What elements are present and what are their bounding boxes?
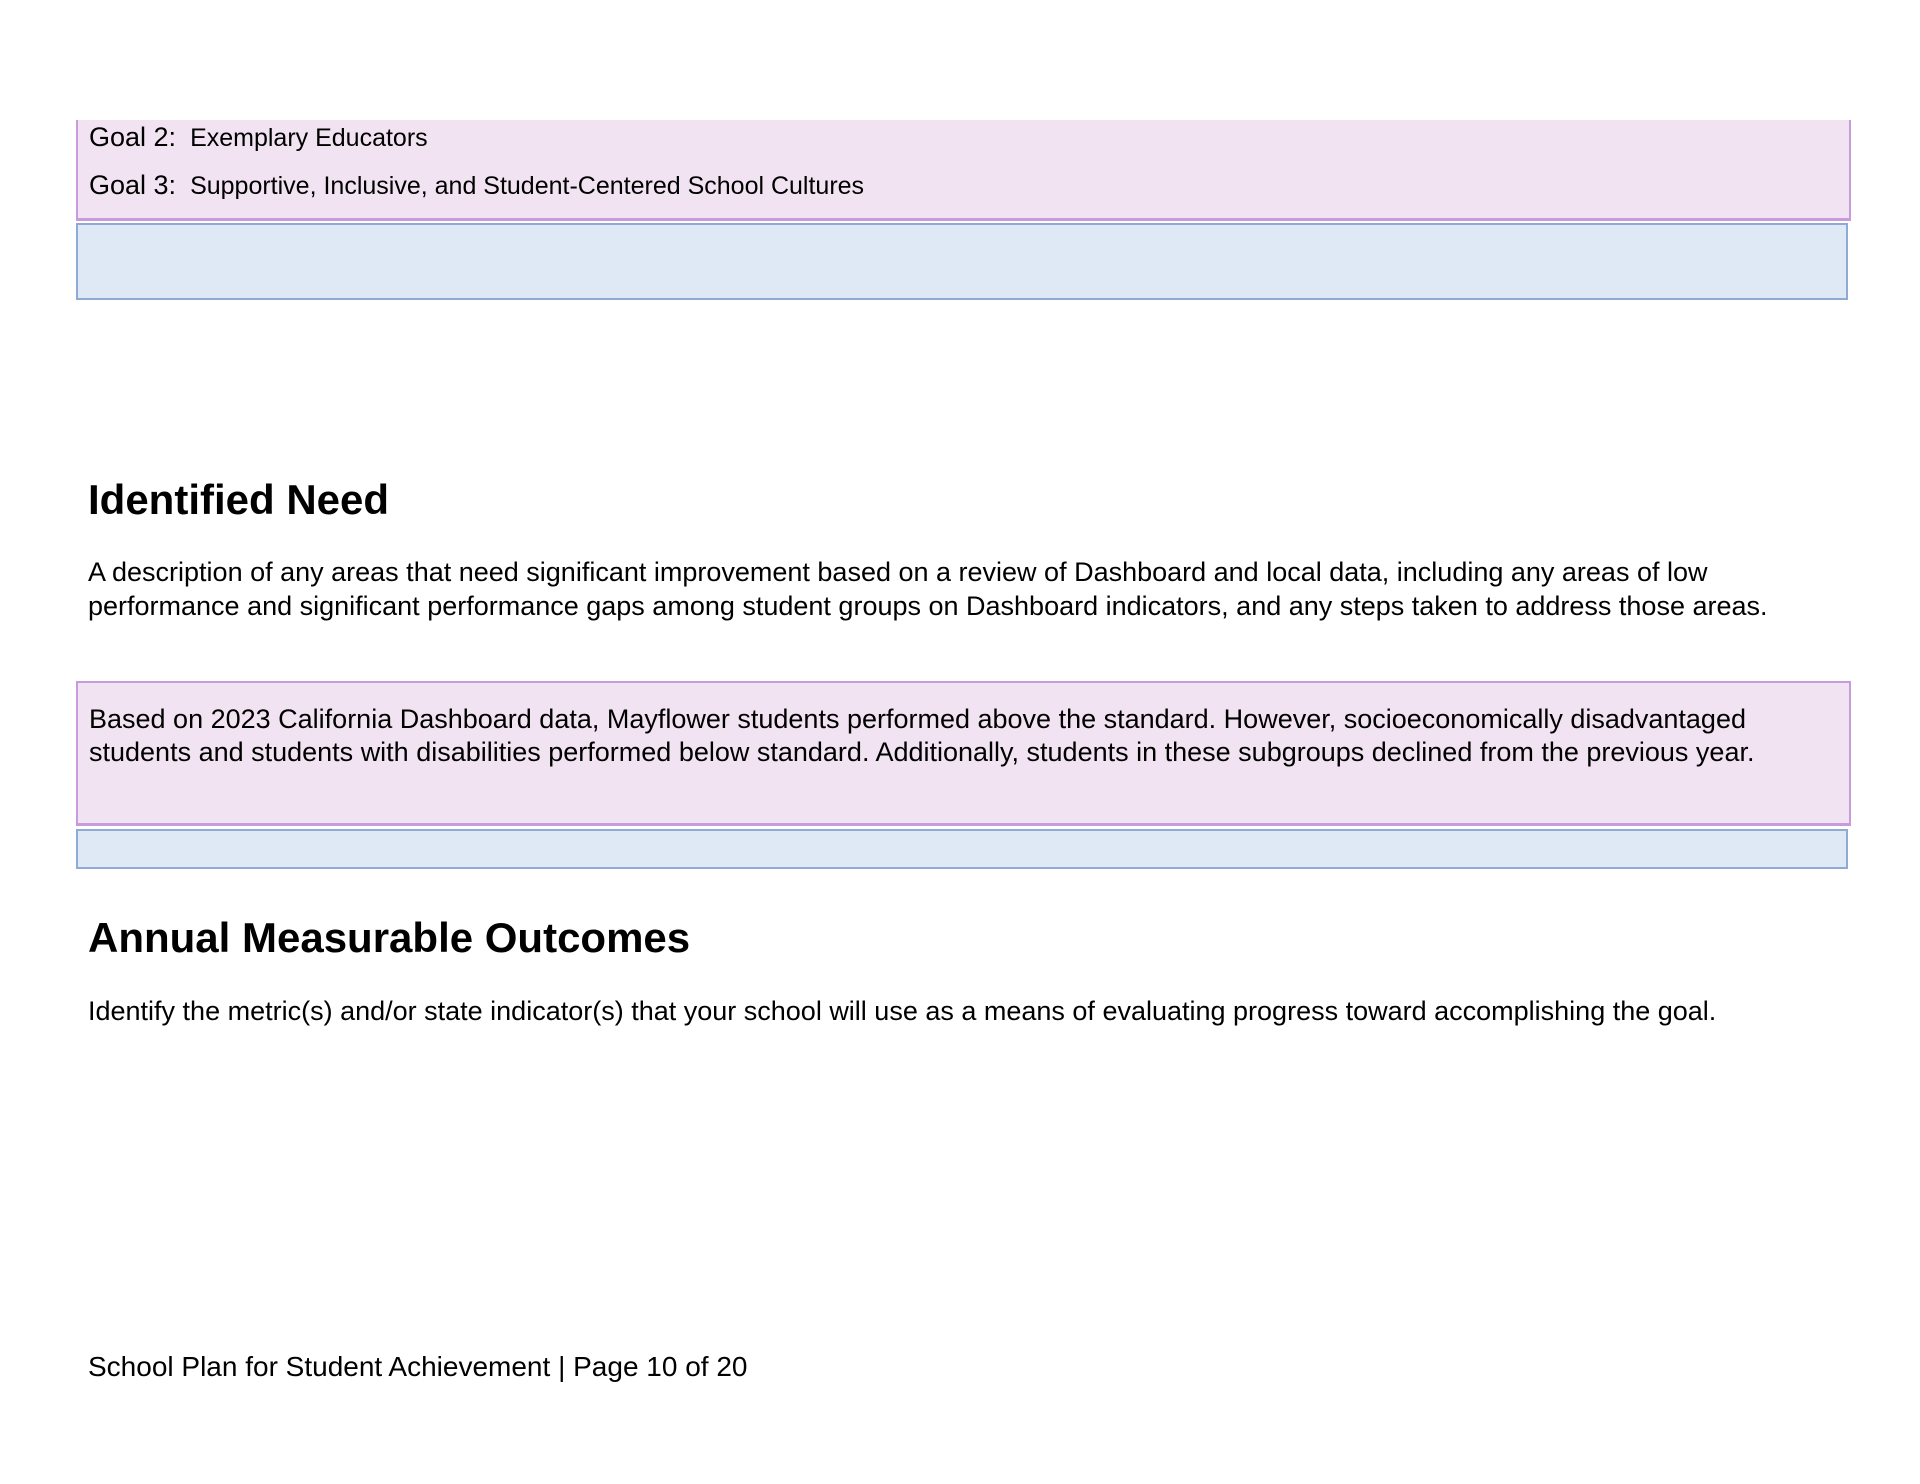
goal-row — [89, 122, 428, 153]
goals-box — [76, 120, 1851, 221]
goals-notes-box — [76, 223, 1848, 300]
goal-row — [89, 170, 864, 201]
annual-outcomes-description: Identify the metric(s) and/or state indicator(s) that your school will use as a means of evaluating progress toward accomplishing the goal. — [88, 996, 1717, 1026]
goal-label: Goal 3: — [89, 170, 177, 200]
goal-label: Goal 2: — [89, 122, 177, 152]
identified-need-response-box — [76, 681, 1851, 826]
identified-need-heading: Identified Need — [88, 476, 390, 523]
goal-text: Exemplary Educators — [190, 124, 428, 152]
identified-need-description: A description of any areas that need significant improvement based on a review of Dashboard and local data, including any areas of low performance and significant performance gaps among student groups on Dashboard indicators, and any steps taken to address those areas. — [88, 557, 1768, 621]
page-footer: School Plan for Student Achievement | Page 10 of 20 — [88, 1351, 748, 1382]
identified-need-notes-box — [76, 829, 1848, 869]
identified-need-response: Based on 2023 California Dashboard data, Mayflower students performed above the standard. However, socioeconomically disadvantaged students and students with disabilities performed below standard. Additionally, students in these subgroups declined from the previous year. — [89, 704, 1755, 767]
annual-outcomes-heading: Annual Measurable Outcomes — [88, 914, 691, 961]
goal-text: Supportive, Inclusive, and Student-Centered School Cultures — [190, 172, 865, 200]
